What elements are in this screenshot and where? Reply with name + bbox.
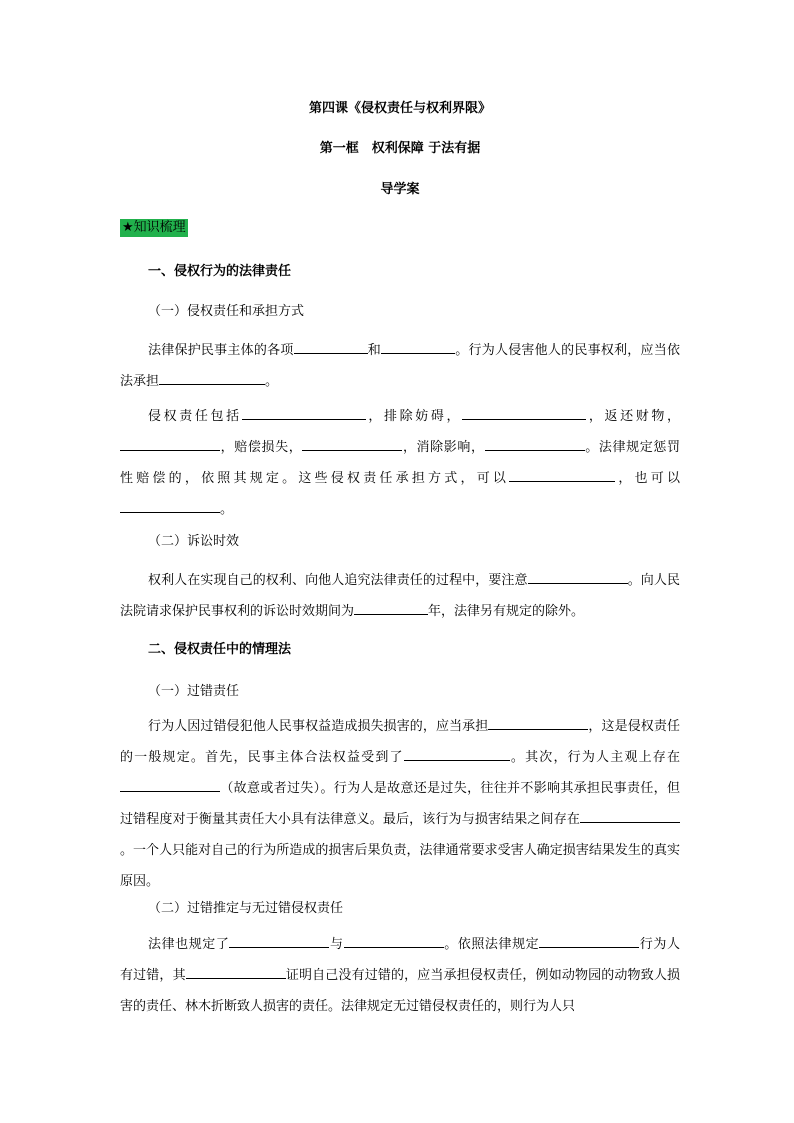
- doc-subtitle: 第一框 权利保障 于法有据: [319, 141, 481, 156]
- paragraph-2: 侵权责任包括 ，排除妨碍， ，返还财物，，赔偿损失， ，消除影响， 。法律规定惩罚性赔偿的，依照其规定。这些侵权责任承担方式，可以 ，也可以。: [120, 409, 680, 517]
- fill-blank[interactable]: [539, 935, 639, 948]
- fill-blank[interactable]: [485, 438, 585, 451]
- fill-blank[interactable]: [462, 407, 586, 420]
- knowledge-badge: ★知识梳理: [122, 220, 186, 235]
- fill-blank[interactable]: [528, 571, 628, 584]
- fill-blank[interactable]: [344, 935, 444, 948]
- fill-blank[interactable]: [120, 500, 220, 513]
- fill-blank[interactable]: [354, 602, 428, 615]
- fill-blank[interactable]: [580, 810, 680, 823]
- fill-blank[interactable]: [488, 717, 588, 730]
- doc-subtitle-2: 导学案: [380, 182, 420, 197]
- fill-blank[interactable]: [294, 341, 368, 354]
- paragraph-1: 法律保护民事主体的各项 和 。行为人侵害他人的民事权利，应当依法承担 。: [120, 343, 680, 389]
- paragraph-4: 行为人因过错侵犯他人民事权益造成损失损害的，应当承担 ，这是侵权责任的一般规定。首先，民事主体合法权益受到了 。其次，行为人主观上存在（故意或者过失）。行为人是故意还是过失，往往并不影响其承担民事责任，但过错程度对于衡量其责任大小具有法律意义。最后，该行为与损害结果之间存在。一个人只能对自己的行为所造成的损害后果负责，法律通常要求受害人确定损害结果发生的真实原因。: [120, 719, 680, 889]
- doc-title: 第四课《侵权责任与权利界限》: [308, 101, 491, 116]
- fill-blank[interactable]: [229, 935, 329, 948]
- fill-blank[interactable]: [186, 966, 286, 979]
- fill-blank[interactable]: [404, 748, 510, 761]
- fill-blank[interactable]: [120, 438, 220, 451]
- subheading-3: （一）过错责任: [148, 684, 240, 699]
- fill-blank[interactable]: [509, 469, 615, 482]
- subheading-2: （二）诉讼时效: [148, 534, 240, 549]
- fill-blank[interactable]: [302, 438, 402, 451]
- paragraph-3: 权利人在实现自己的权利、向他人追究法律责任的过程中，要注意 。向人民法院请求保护民事权利的诉讼时效期间为 年，法律另有规定的除外。: [120, 573, 680, 619]
- fill-blank[interactable]: [381, 341, 455, 354]
- paragraph-5: 法律也规定了 与 。依照法律规定 行为人有过错，其 证明自己没有过错的，应当承担侵权责任，例如动物园的动物致人损害的责任、林木折断致人损害的责任。法律规定无过错侵权责任的，则行为人只: [120, 937, 680, 1014]
- subheading-1: （一）侵权责任和承担方式: [148, 304, 305, 319]
- fill-blank[interactable]: [242, 407, 366, 420]
- fill-blank[interactable]: [159, 372, 265, 385]
- section-heading-2: 二、侵权责任中的情理法: [148, 642, 292, 657]
- fill-blank[interactable]: [120, 779, 220, 792]
- subheading-4: （二）过错推定与无过错侵权责任: [148, 901, 344, 916]
- section-heading-1: 一、侵权行为的法律责任: [148, 264, 292, 279]
